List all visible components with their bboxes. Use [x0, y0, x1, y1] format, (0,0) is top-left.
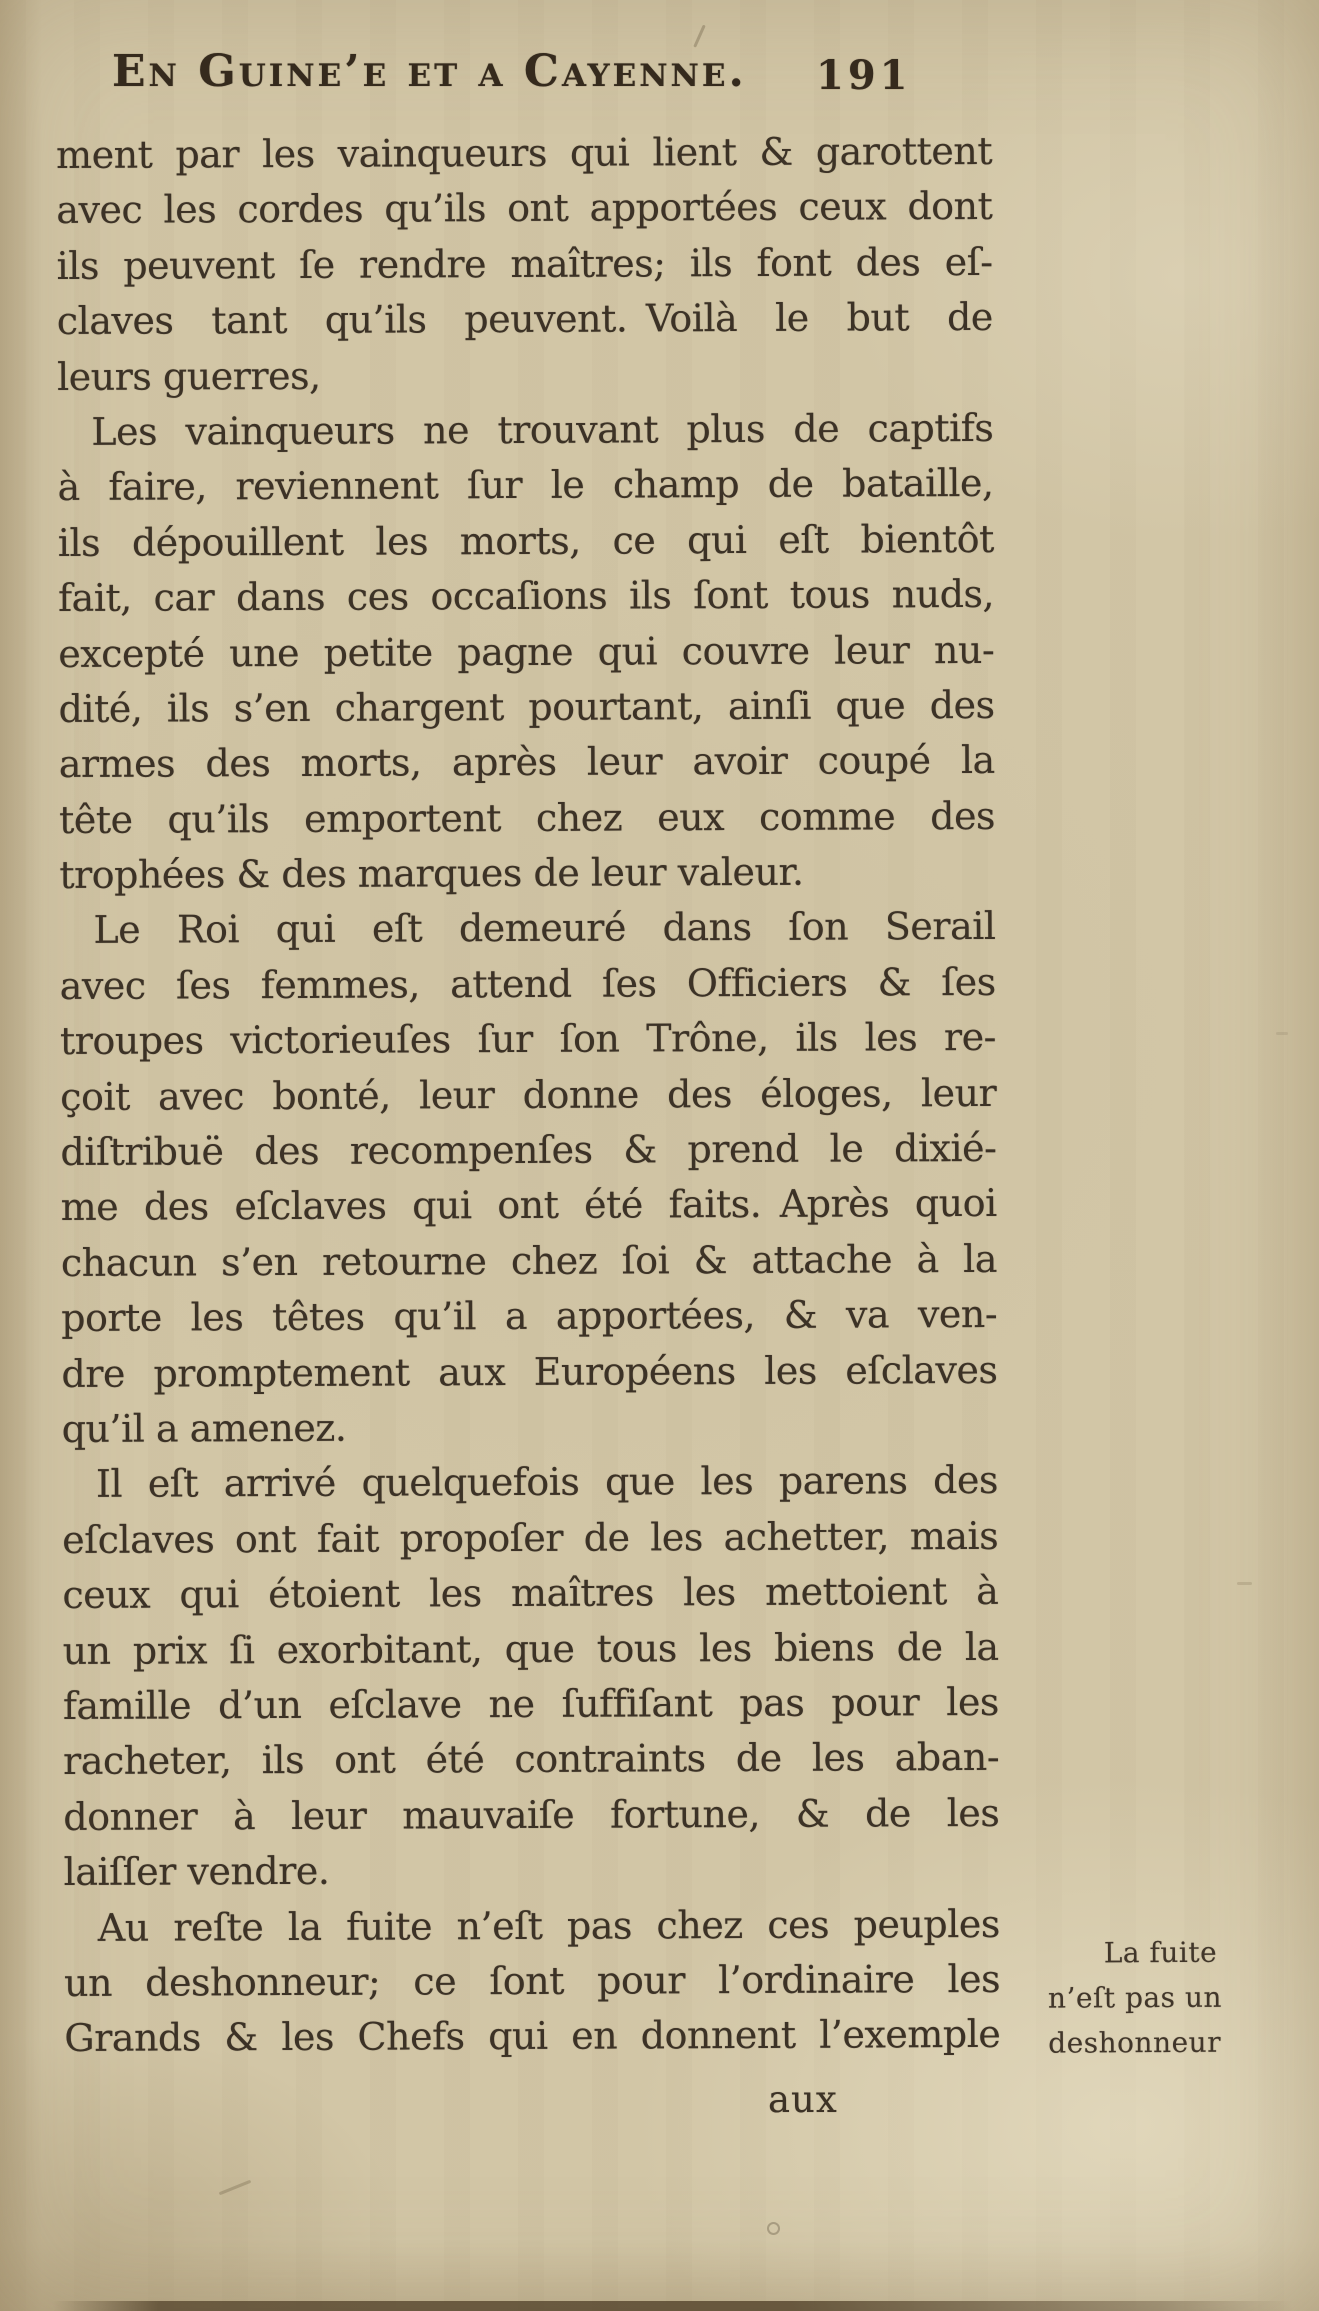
margin-note — [1048, 1929, 1289, 2065]
text-line: avec ſes femmes, attend ſes Officiers & ſes — [59, 959, 996, 1008]
text-line: ceux qui étoient les maîtres les mettoient à — [62, 1569, 999, 1618]
text-line: famille d’un eſclave ne ſuffiſant pas pour les — [62, 1679, 999, 1728]
margin-dash-mark — [1276, 1032, 1288, 1035]
text-line: trophées & des marques de leur valeur. — [59, 849, 804, 898]
text-line: Au reſte la fuite n’eſt pas chez ces peuples — [97, 1901, 1000, 1950]
paper-speck — [767, 2222, 780, 2235]
text-line: racheter, ils ont été contraints de les aban- — [63, 1735, 1000, 1784]
text-line: fait, car dans ces occaſions ils ſont tous nuds, — [57, 572, 995, 621]
margin-note-line: deshonneur — [1048, 2025, 1222, 2060]
text-line: chacun s’en retourne chez ſoi & attache à la — [60, 1236, 998, 1285]
text-line: excepté une petite pagne qui couvre leur nu- — [58, 627, 995, 676]
text-line: me des eſclaves qui ont été faits. Après quoi — [60, 1181, 997, 1230]
margin-note-line: La fuite — [1103, 1935, 1218, 1970]
text-line: armes des morts, après leur avoir coupé la — [58, 738, 995, 787]
text-line: diſtribuë des recompenſes & prend le dixié- — [60, 1125, 997, 1175]
catchword: aux — [768, 2078, 838, 2121]
text-line: à faire, reviennent ſur le champ de bataille, — [57, 461, 994, 510]
text-line: dité, ils s’en chargent pourtant, ainſi que des — [58, 682, 995, 731]
text-line: çoit avec bonté, leur donne des éloges, leur — [60, 1070, 997, 1119]
text-line: porte les têtes qu’il a apportées, & va ven- — [61, 1292, 998, 1341]
margin-note-line: n’eſt pas un — [1047, 1980, 1223, 2015]
text-line: ment par les vainqueurs qui lient & garottent — [56, 128, 993, 177]
pen-flourish-mark — [219, 2180, 252, 2196]
margin-dash-mark — [1237, 1582, 1252, 1585]
text-line: avec les cordes qu’ils ont apportées ceux dont — [56, 184, 993, 233]
body-text-column — [56, 124, 1000, 2067]
text-line: laiſſer vendre. — [63, 1848, 330, 1895]
text-line: donner à leur mauvaiſe fortune, & de les — [63, 1790, 1000, 1839]
text-line: Grands & les Chefs qui en donnent l’exemple — [64, 2012, 1001, 2061]
text-line: leurs guerres, — [56, 353, 321, 399]
text-line: claves tant qu’ils peuvent. Voilà le but de — [56, 295, 993, 344]
running-header-title: En Guine’e et a Cayenne. — [112, 46, 747, 97]
text-line: un deshonneur; ce ſont pour l’ordinaire les — [63, 1956, 1001, 2005]
text-line: un prix ſi exorbitant, que tous les biens de la — [62, 1624, 999, 1673]
text-line: qu’il a amenez. — [61, 1405, 347, 1451]
text-line: Il eſt arrivé quelquefois que les parens des — [95, 1458, 999, 1507]
text-line: Le Roi qui eſt demeuré dans ſon Serail — [93, 904, 996, 953]
text-line: eſclaves ont fait propoſer de les achetter, mais — [62, 1513, 999, 1562]
text-line: Les vainqueurs ne trouvant plus de captifs — [91, 405, 994, 454]
text-line: troupes victorieuſes ſur ſon Trône, ils les re- — [59, 1015, 997, 1064]
text-line: dre promptement aux Européens les eſclaves — [61, 1347, 998, 1396]
page-number: 191 — [816, 52, 912, 99]
ink-stray-mark — [693, 25, 705, 48]
text-line: ils dépouillent les morts, ce qui eſt bientôt — [57, 516, 994, 565]
text-line: ils peuvent ſe rendre maîtres; ils font des eſ- — [56, 239, 993, 288]
text-line: tête qu’ils emportent chez eux comme des — [58, 793, 996, 842]
page-edge-shadow — [0, 2301, 1319, 2311]
